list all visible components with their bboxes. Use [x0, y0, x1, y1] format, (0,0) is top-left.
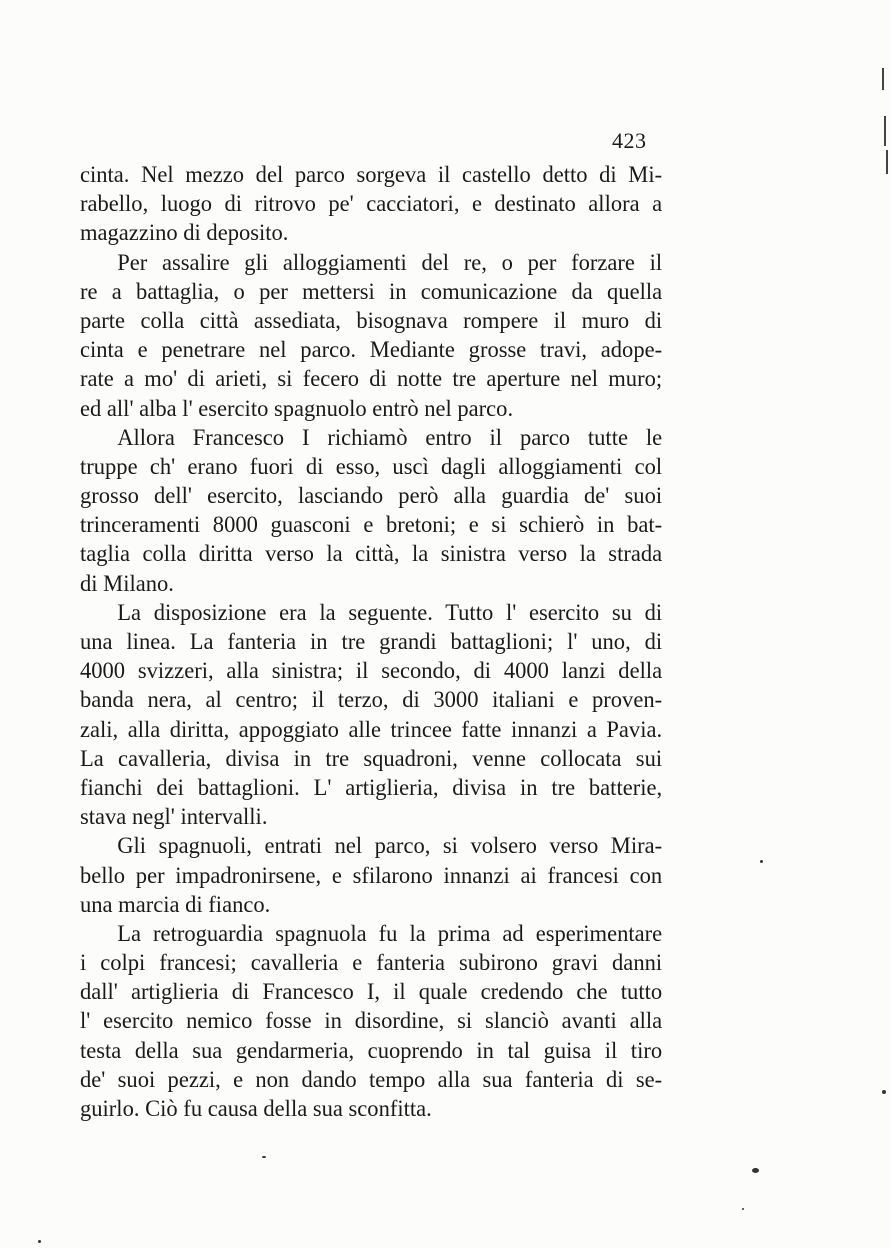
text-line: rabello, luogo di ritrovo pe' cacciatori, e destinato allora a [80, 191, 663, 217]
text-line: parte colla città assediata, bisognava rompere il muro di [80, 307, 663, 333]
scan-speck [760, 860, 763, 863]
paragraph [80, 598, 674, 832]
text-line: zali, alla diritta, appoggiato alle trincee fatte innanzi a Pavia. [80, 716, 663, 742]
scan-speck [882, 1090, 886, 1094]
scan-edge-mark [886, 150, 888, 174]
text-line: bello per impadronirsene, e sfilarono innanzi ai francesi con [80, 862, 663, 888]
scan-speck [262, 1156, 266, 1158]
paragraph [80, 423, 674, 598]
paragraph [80, 831, 674, 919]
text-line: fianchi dei battaglioni. L' artiglieria, divisa in tre batterie, [80, 774, 663, 800]
text-line: La retroguardia spagnuola fu la prima ad esperimentare [117, 920, 663, 946]
text-line: una linea. La fanteria in tre grandi battaglioni; l' uno, di [80, 629, 663, 654]
text-line: Per assalire gli alloggiamenti del re, o per forzare il [117, 249, 663, 275]
text-line: guirlo. Ciò fu causa della sua sconfitta. [80, 1096, 432, 1121]
text-line: una marcia di fianco. [80, 891, 271, 917]
text-line: Allora Francesco I richiamò entro il parco tutte le [117, 424, 663, 450]
body-text [80, 160, 674, 1123]
text-line: La disposizione era la seguente. Tutto l' esercito su di [117, 599, 663, 625]
text-line: rate a mo' di arieti, si fecero di notte tre aperture nel muro; [80, 366, 663, 392]
text-line: dall' artiglieria di Francesco I, il quale credendo che tutto [80, 979, 663, 1005]
text-line: cinta. Nel mezzo del parco sorgeva il castello detto di Mi- [80, 162, 663, 187]
text-line: testa della sua gendarmeria, cuoprendo in tal guisa il tiro [80, 1037, 663, 1063]
text-line: trinceramenti 8000 guasconi e bretoni; e si schierò in bat- [80, 512, 663, 538]
text-line: stava negl' intervalli. [80, 804, 268, 830]
paragraph [80, 160, 674, 248]
text-line: taglia colla diritta verso la città, la sinistra verso la strada [80, 541, 663, 567]
text-line: Gli spagnuoli, entrati nel parco, si volsero verso Mira- [117, 833, 663, 859]
text-line: i colpi francesi; cavalleria e fanteria subirono gravi danni [80, 950, 663, 976]
text-line: truppe ch' erano fuori di esso, uscì dagli alloggiamenti col [80, 453, 663, 479]
text-line: banda nera, al centro; il terzo, di 3000 italiani e proven- [80, 687, 663, 713]
text-line: grosso dell' esercito, lasciando però alla guardia de' suoi [80, 483, 663, 509]
text-line: magazzino di deposito. [80, 220, 289, 246]
text-line: 4000 svizzeri, alla sinistra; il secondo, di 4000 lanzi della [80, 658, 663, 684]
text-line: l' esercito nemico fosse in disordine, si slanciò avanti alla [80, 1008, 663, 1034]
scan-speck [742, 1208, 744, 1210]
text-line: ed all' alba l' esercito spagnuolo entrò nel parco. [80, 395, 514, 421]
text-line: de' suoi pezzi, e non dando tempo alla sua fanteria di se- [80, 1066, 663, 1092]
scan-edge-mark [882, 68, 884, 90]
text-line: re a battaglia, o per mettersi in comunicazione da quella [80, 278, 663, 304]
text-line: cinta e penetrare nel parco. Mediante grosse travi, adope- [80, 337, 663, 363]
scan-speck [752, 1168, 759, 1173]
text-line: di Milano. [80, 570, 174, 596]
page-number: 423 [612, 128, 647, 153]
scan-speck [38, 1240, 41, 1243]
paragraph [80, 248, 674, 423]
paragraph [80, 919, 674, 1123]
scan-edge-mark [884, 116, 886, 146]
text-line: La cavalleria, divisa in tre squadroni, venne collocata sui [80, 745, 663, 771]
